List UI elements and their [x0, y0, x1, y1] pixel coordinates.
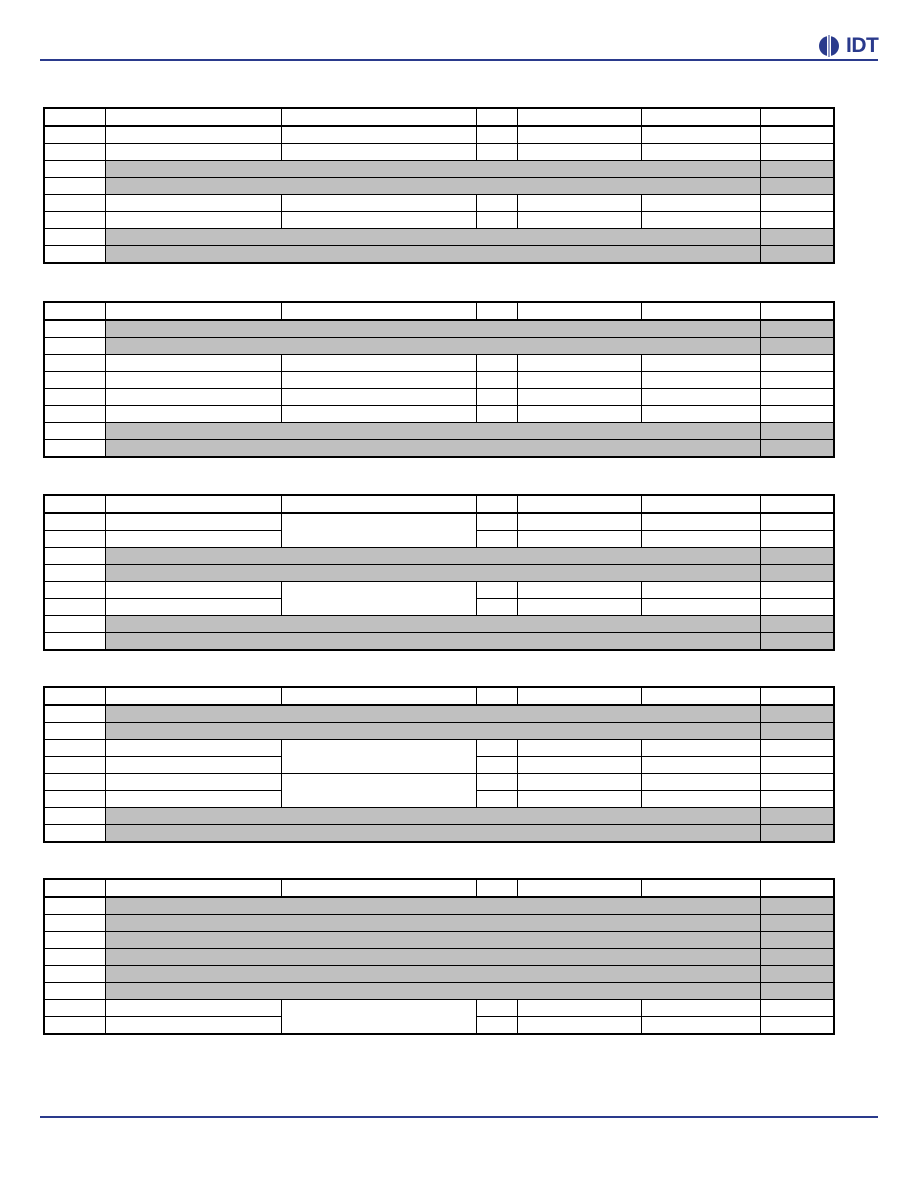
table-row-reserved [44, 932, 834, 949]
table-header-row [44, 108, 834, 126]
table-row [44, 740, 834, 757]
table-row [44, 582, 834, 599]
table-row-reserved [44, 161, 834, 178]
table-header-row [44, 302, 834, 320]
header-rule [40, 59, 878, 61]
register-table-4 [43, 686, 835, 843]
logo-text: IDT [846, 34, 879, 57]
table-row [44, 144, 834, 161]
table-row [44, 212, 834, 229]
table-row-reserved [44, 915, 834, 932]
table-row-reserved [44, 949, 834, 966]
table-row-reserved [44, 565, 834, 582]
table-row [44, 1000, 834, 1017]
table-row-reserved [44, 723, 834, 740]
table-row [44, 513, 834, 531]
idt-logo [818, 34, 878, 58]
table-row-reserved [44, 338, 834, 355]
table-row-reserved [44, 966, 834, 983]
table-row-reserved [44, 229, 834, 246]
table-header-row [44, 495, 834, 513]
table-row-reserved [44, 825, 834, 843]
table-row-reserved [44, 705, 834, 723]
table-row-reserved [44, 178, 834, 195]
table-row [44, 389, 834, 406]
table-row [44, 406, 834, 423]
register-table-3 [43, 494, 835, 651]
register-table-5 [43, 878, 835, 1035]
table-header-row [44, 687, 834, 705]
table-row-reserved [44, 320, 834, 338]
idt-logo-icon [818, 35, 844, 57]
footer-rule [40, 1116, 878, 1118]
table-row [44, 774, 834, 791]
table-row [44, 355, 834, 372]
table-row-reserved [44, 808, 834, 825]
table-row-reserved [44, 246, 834, 264]
table-row-reserved [44, 616, 834, 633]
table-row-reserved [44, 897, 834, 915]
table-row [44, 126, 834, 144]
table-row-reserved [44, 633, 834, 651]
table-row [44, 195, 834, 212]
table-row-reserved [44, 548, 834, 565]
table-row [44, 372, 834, 389]
table-row-reserved [44, 983, 834, 1000]
table-row-reserved [44, 423, 834, 440]
table-header-row [44, 879, 834, 897]
register-table-1 [43, 107, 835, 264]
table-row-reserved [44, 440, 834, 458]
register-table-2 [43, 301, 835, 458]
